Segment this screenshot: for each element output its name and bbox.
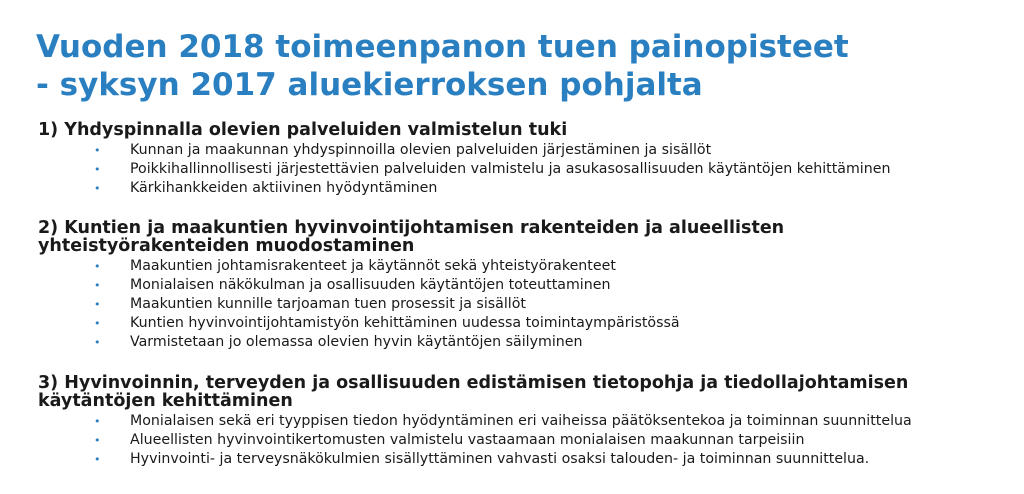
bullet-list (38, 141, 1018, 198)
bullet-icon: • (94, 298, 101, 311)
list-item-text: Hyvinvointi- ja terveysnäkökulmien sisällyttäminen vahvasti osaksi talouden- ja toiminnan suunnittelua. (130, 451, 870, 467)
section-heading (38, 374, 1018, 410)
bullet-icon: • (94, 336, 101, 349)
list-item (38, 333, 1018, 352)
list-item (38, 431, 1018, 450)
section-heading (38, 121, 1018, 139)
bullet-icon: • (94, 182, 101, 195)
list-item (38, 141, 1018, 160)
list-item-text: Varmistetaan jo olemassa olevien hyvin käytäntöjen säilyminen (130, 334, 583, 350)
list-item-text: Maakuntien kunnille tarjoaman tuen prosessit ja sisällöt (130, 296, 526, 312)
list-item (38, 160, 1018, 179)
bullet-icon: • (94, 279, 101, 292)
list-item (38, 276, 1018, 295)
list-item (38, 179, 1018, 198)
list-item-text: Monialaisen näkökulman ja osallisuuden käytäntöjen toteuttaminen (130, 277, 611, 293)
bullet-icon: • (94, 434, 101, 447)
bullet-icon: • (94, 163, 101, 176)
section-3 (38, 374, 1018, 469)
bullet-icon: • (94, 317, 101, 330)
list-item (38, 257, 1018, 276)
bullet-list (38, 257, 1018, 352)
list-item-text: Kärkihankkeiden aktiivinen hyödyntäminen (130, 180, 438, 196)
bullet-icon: • (94, 144, 101, 157)
list-item-text: Kuntien hyvinvointijohtamistyön kehittäminen uudessa toimintaympäristössä (130, 315, 680, 331)
list-item (38, 412, 1018, 431)
title-line-2: - syksyn 2017 aluekierroksen pohjalta (36, 67, 703, 103)
section-heading-line: käytäntöjen kehittäminen (38, 391, 293, 411)
section-heading-line: 2) Kuntien ja maakuntien hyvinvointijohtamisen rakenteiden ja alueellisten (38, 218, 785, 238)
list-item (38, 295, 1018, 314)
list-item-text: Maakuntien johtamisrakenteet ja käytännöt sekä yhteistyörakenteet (130, 258, 616, 274)
title-line-1: Vuoden 2018 toimeenpanon tuen painopisteet (36, 29, 849, 65)
bullet-icon: • (94, 453, 101, 466)
list-item (38, 314, 1018, 333)
list-item-text: Poikkihallinnollisesti järjestettävien palveluiden valmistelu ja asukasosallisuuden käytäntöjen kehittäminen (130, 161, 891, 177)
section-heading-line: yhteistyörakenteiden muodostaminen (38, 236, 415, 256)
list-item (38, 450, 1018, 469)
list-item-text: Monialaisen sekä eri tyyppisen tiedon hyödyntäminen eri vaiheissa päätöksentekoa ja toiminnan suunnittelua (130, 413, 912, 429)
priorities-list (38, 121, 1018, 490)
section-heading-line: 1) Yhdyspinnalla olevien palveluiden valmistelun tuki (38, 120, 568, 140)
bullet-icon: • (94, 260, 101, 273)
list-item-text: Kunnan ja maakunnan yhdyspinnoilla olevien palveluiden järjestäminen ja sisällöt (130, 142, 712, 158)
list-item-text: Alueellisten hyvinvointikertomusten valmistelu vastaamaan monialaisen maakunnan tarpeisiin (130, 432, 805, 448)
page-title (36, 28, 849, 104)
section-2 (38, 219, 1018, 352)
section-1 (38, 121, 1018, 198)
bullet-icon: • (94, 415, 101, 428)
section-heading (38, 219, 1018, 255)
bullet-list (38, 412, 1018, 469)
section-heading-line: 3) Hyvinvoinnin, terveyden ja osallisuuden edistämisen tietopohja ja tiedollajohtamisen (38, 373, 909, 393)
